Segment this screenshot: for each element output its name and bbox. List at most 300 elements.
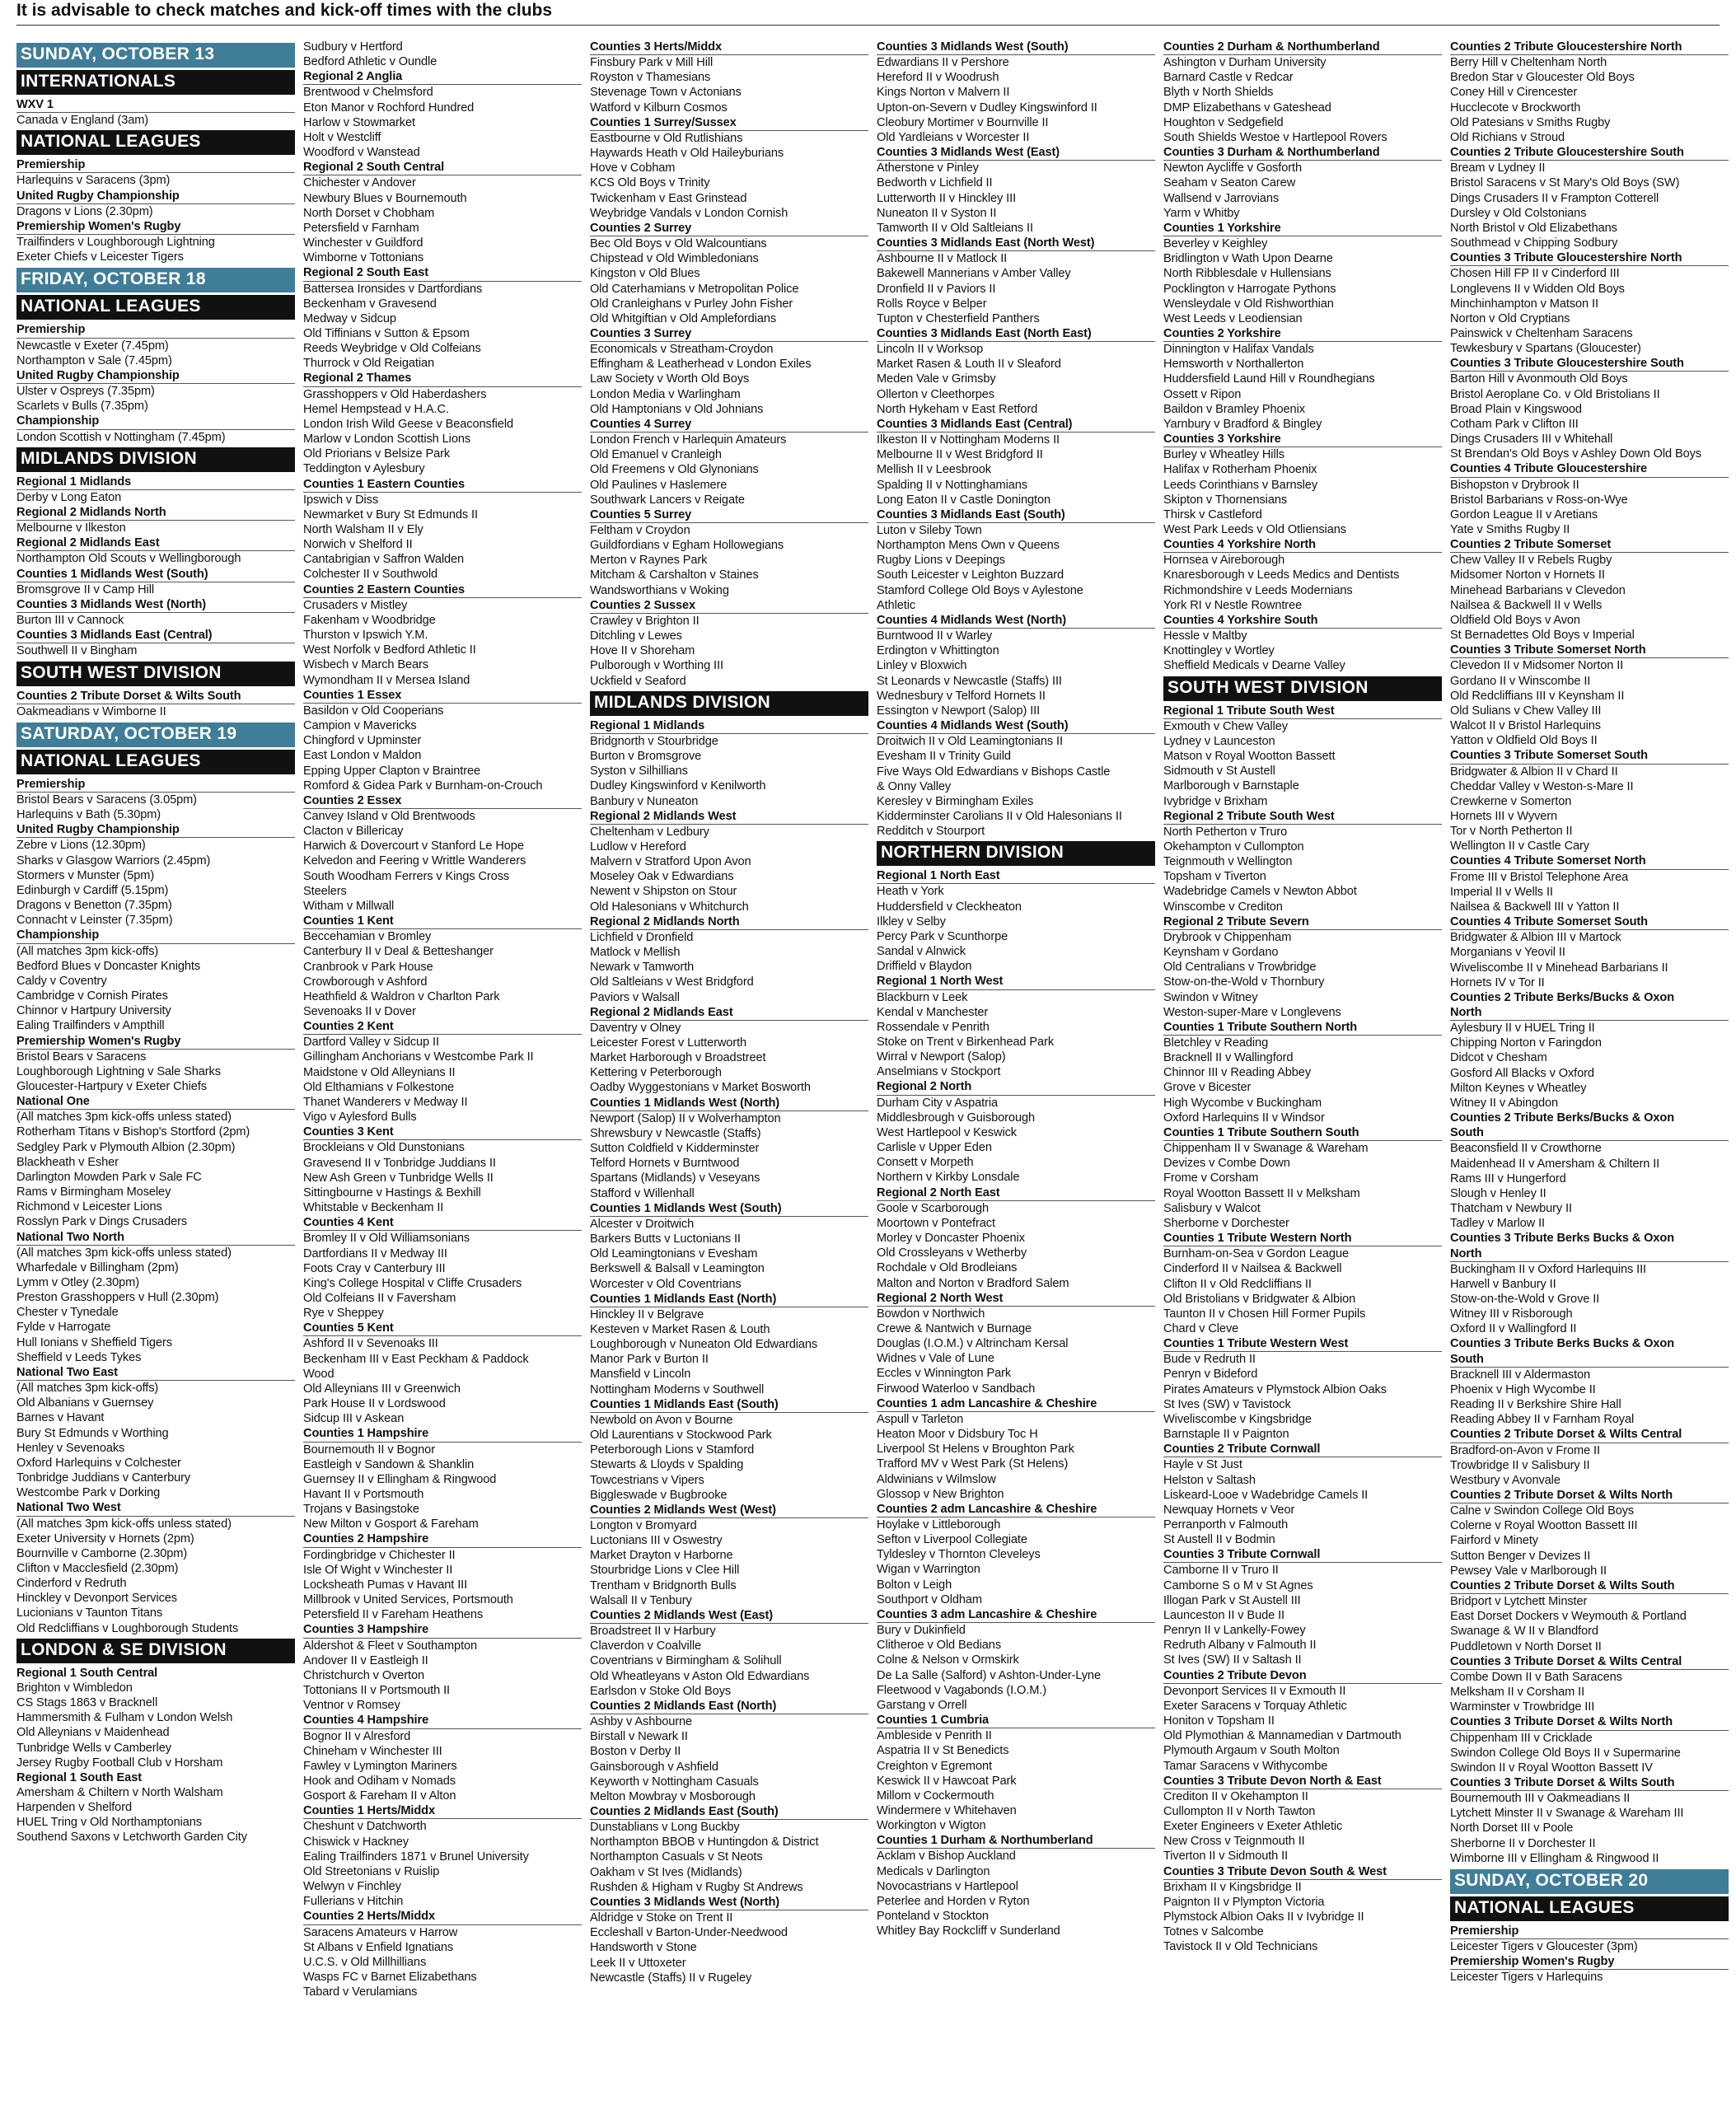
fixture-line: Minehead Barbarians v Clevedon xyxy=(1450,583,1626,597)
league-heading: Counties 1 Tribute Southern South xyxy=(1163,1125,1442,1141)
fixture-line: Gainsborough v Ashfield xyxy=(590,1760,718,1774)
league-heading: Counties 2 Tribute Berks/Bucks & Oxon xyxy=(1450,1111,1675,1125)
fixture-line: Huddersfield Laund Hill v Roundhegians xyxy=(1163,372,1375,386)
fixture-line: Derby v Long Eaton xyxy=(16,490,122,504)
fixture-line: Clifton II v Old Redcliffians II xyxy=(1163,1277,1312,1291)
fixture-line: Saracens Amateurs v Harrow xyxy=(303,1925,458,1939)
fixture-line: Bromley II v Old Williamsonians xyxy=(303,1232,470,1246)
fixture-line: Zebre v Lions (12.30pm) xyxy=(16,839,146,853)
fixture-line: Rochdale v Old Brodleians xyxy=(877,1261,1018,1275)
fixture-line: Berkswell & Balsall v Leamington xyxy=(590,1262,765,1276)
fixture-line: Melksham II v Corsham II xyxy=(1450,1686,1585,1700)
fixture-line: Rye v Sheppey xyxy=(303,1307,384,1321)
fixture-line: Grasshoppers v Old Haberdashers xyxy=(303,387,487,401)
league-heading: WXV 1 xyxy=(16,97,295,113)
fixture-line: Park House II v Lordswood xyxy=(303,1397,446,1411)
fixture-line: Old Sulians v Chew Valley III xyxy=(1450,704,1602,718)
fixture-line: Oxford II v Wallingford II xyxy=(1450,1322,1577,1336)
fixture-line: Hove v Cobham xyxy=(590,161,676,175)
fixture-line: Eton Manor v Rochford Hundred xyxy=(303,101,475,115)
fixture-line: Market Rasen & Louth II v Sleaford xyxy=(877,358,1061,372)
fixture-line: St Ives (SW) v Tavistock xyxy=(1163,1397,1291,1411)
fixture-line: Stamford College Old Boys v Aylestone xyxy=(877,583,1083,597)
fixture-line: Moseley Oak v Edwardians xyxy=(590,870,734,884)
fixture-line: Puddletown v North Dorset II xyxy=(1450,1639,1602,1653)
fixture-line: Longlevens II v Widden Old Boys xyxy=(1450,282,1625,296)
fixture-line: Clevedon II v Midsomer Norton II xyxy=(1450,659,1624,673)
fixture-line: Grove v Bicester xyxy=(1163,1081,1252,1095)
fixture-line: Kingston v Old Blues xyxy=(590,267,700,281)
fixture-line: Five Ways Old Edwardians v Bishops Castle xyxy=(877,765,1111,779)
fixture-line: Bedford Athletic v Oundle xyxy=(303,55,438,69)
fixture-line: Lydney v Launceston xyxy=(1163,734,1275,748)
fixture-line: Swanage & W II v Blandford xyxy=(1450,1625,1598,1639)
fixture-line: Northampton v Sale (7.45pm) xyxy=(16,353,172,367)
division-header: NATIONAL LEAGUES xyxy=(1450,1896,1729,1921)
fixture-line: Bristol Bears v Saracens xyxy=(16,1050,147,1064)
fixture-line: Yarnbury v Bradford & Bingley xyxy=(1163,417,1322,431)
fixture-line: Wirral v Newport (Salop) xyxy=(877,1050,1006,1064)
division-header: MIDLANDS DIVISION xyxy=(590,691,868,716)
fixture-line: Hemel Hempstead v H.A.C. xyxy=(303,402,449,416)
fixture-line: Stormers v Munster (5pm) xyxy=(16,868,155,882)
fixture-line: Douglas (I.O.M.) v Altrincham Kersal xyxy=(877,1337,1069,1351)
fixture-line: Rams III v Hungerford xyxy=(1450,1171,1566,1185)
fixture-line: Whitley Bay Rockcliff v Sunderland xyxy=(877,1924,1060,1938)
fixture-line: South Shields Westoe v Hartlepool Rovers xyxy=(1163,130,1387,144)
fixture-line: St Brendan's Old Boys v Ashley Down Old Boys xyxy=(1450,447,1701,461)
fixture-line: Rushden & Higham v Rugby St Andrews xyxy=(590,1880,803,1894)
fixture-line: Newcastle v Exeter (7.45pm) xyxy=(16,339,169,353)
fixture-line: Chichester v Andover xyxy=(303,176,416,190)
fixture-line: Weston-super-Mare v Longlevens xyxy=(1163,1005,1341,1019)
fixture-line: Amersham & Chiltern v North Walsham xyxy=(16,1786,223,1799)
fixture-line: Hornsea v Aireborough xyxy=(1163,554,1285,568)
fixture-line: Wharfedale v Billingham (2pm) xyxy=(16,1260,179,1274)
league-heading: Counties 1 Yorkshire xyxy=(1163,221,1442,236)
fixture-line: Fleetwood v Vagabonds (I.O.M.) xyxy=(877,1683,1047,1697)
fixture-line: North Walsham II v Ely xyxy=(303,523,423,536)
fixture-line: Leicester Forest v Lutterworth xyxy=(590,1036,747,1050)
fixture-line: Houghton v Sedgefield xyxy=(1163,115,1284,129)
fixture-line: Ashbourne II v Matlock II xyxy=(877,252,1008,266)
fixture-line: Sudbury v Hertford xyxy=(303,40,403,54)
fixture-line: Bredon Star v Gloucester Old Boys xyxy=(1450,71,1635,85)
fixture-line: Newquay Hornets v Veor xyxy=(1163,1503,1295,1517)
fixtures-columns xyxy=(16,40,1720,2099)
fixture-line: Eccleshall v Barton-Under-Needwood xyxy=(590,1926,788,1940)
fixture-line: Handsworth v Stone xyxy=(590,1941,697,1955)
fixture-line: Syston v Silhillians xyxy=(590,765,688,779)
fixture-line: Paviors v Walsall xyxy=(590,990,680,1004)
fixture-line: Medicals v Darlington xyxy=(877,1864,990,1878)
fixture-line: Canada v England (3am) xyxy=(16,114,149,128)
league-heading: Regional 2 North xyxy=(877,1079,1155,1095)
fixture-line: Old Alleynians v Maidenhead xyxy=(16,1726,170,1740)
fixture-line: Carlisle v Upper Eden xyxy=(877,1141,992,1155)
fixture-line: Heaton Moor v Didsbury Toc H xyxy=(877,1428,1038,1442)
league-heading: Counties 3 Kent xyxy=(303,1125,582,1140)
fixture-line: Birstall v Newark II xyxy=(590,1730,688,1744)
fixture-line: Painswick v Cheltenham Saracens xyxy=(1450,326,1633,340)
fixture-line: Eastleigh v Sandown & Shanklin xyxy=(303,1457,475,1471)
fixture-line: Chester v Tynedale xyxy=(16,1306,119,1320)
fixture-line: Hereford II v Woodrush xyxy=(877,71,999,85)
fixture-line: Uckfield v Seaford xyxy=(590,674,686,688)
fixture-line: Hucclecote v Brockworth xyxy=(1450,101,1581,115)
fixture-line: Taunton II v Chosen Hill Former Pupils xyxy=(1163,1307,1366,1321)
fixture-line: Chipstead v Old Wimbledonians xyxy=(590,252,759,266)
fixture-line: Bury St Edmunds v Worthing xyxy=(16,1426,169,1440)
fixture-line: Rossendale v Penrith xyxy=(877,1020,990,1034)
fixture-line: Essington v Newport (Salop) III xyxy=(877,704,1041,718)
fixture-line: Sutton Benger v Devizes II xyxy=(1450,1549,1591,1563)
fixture-line: Dudley Kingswinford v Kenilworth xyxy=(590,779,766,793)
fixture-line: Long Eaton II v Castle Donington xyxy=(877,493,1050,507)
league-heading: Counties 3 Midlands East (North West) xyxy=(877,236,1155,251)
fixture-line: Moortown v Pontefract xyxy=(877,1216,995,1230)
fixture-line: Exeter Engineers v Exeter Athletic xyxy=(1163,1820,1343,1834)
fixture-line: Lytchett Minster II v Swanage & Wareham III xyxy=(1450,1807,1684,1821)
league-heading: United Rugby Championship xyxy=(16,822,295,838)
fixture-line: Plymstock Albion Oaks II v Ivybridge II xyxy=(1163,1910,1364,1924)
fixture-line: Tiverton II v Sidmouth II xyxy=(1163,1849,1289,1863)
fixture-line: Kidderminster Carolians II v Old Halesonians II xyxy=(877,809,1122,823)
fixture-line: Southend Saxons v Letchworth Garden City xyxy=(16,1831,247,1845)
fixture-line: Newark v Tamworth xyxy=(590,961,695,975)
fixture-line: Edwardians II v Pershore xyxy=(877,56,1009,70)
league-heading: Counties 3 Tribute Gloucestershire South xyxy=(1450,356,1729,372)
league-heading: National One xyxy=(16,1094,295,1110)
fixture-line: Chippenham III v Cricklade xyxy=(1450,1731,1593,1745)
fixture-line: Shrewsbury v Newcastle (Staffs) xyxy=(590,1126,761,1140)
fixture-line: Stow-on-the-Wold v Thornbury xyxy=(1163,975,1325,989)
fixture-line: Winscombe v Crediton xyxy=(1163,900,1283,914)
fixture-line: Devizes v Combe Down xyxy=(1163,1157,1290,1171)
fixture-line: Reeds Weybridge v Old Colfeians xyxy=(303,342,481,356)
fixture-line: Atherstone v Pinley xyxy=(877,161,979,175)
fixture-line: Kendal v Manchester xyxy=(877,1005,989,1019)
fixture-line: Okehampton v Cullompton xyxy=(1163,839,1304,853)
fixture-line: Brighton v Wimbledon xyxy=(16,1681,133,1695)
fixture-line: Exeter Saracens v Torquay Athletic xyxy=(1163,1699,1347,1713)
fixture-line: Old Leamingtonians v Evesham xyxy=(590,1247,758,1261)
fixture-line: Slough v Henley II xyxy=(1450,1186,1546,1200)
fixture-line: Wisbech v March Bears xyxy=(303,658,428,672)
fixture-line: Sandal v Alnwick xyxy=(877,945,966,959)
fixture-line: Cranbrook v Park House xyxy=(303,960,433,974)
fixture-line: Kesteven v Market Rasen & Louth xyxy=(590,1322,770,1336)
fixture-line: Keyworth v Nottingham Casuals xyxy=(590,1775,759,1789)
fixture-line: Dartford Valley v Sidcup II xyxy=(303,1036,439,1050)
fixture-line: Sevenoaks II v Dover xyxy=(303,1005,416,1018)
league-heading: Counties 4 Yorkshire North xyxy=(1163,537,1442,553)
fixture-line: Huddersfield v Cleckheaton xyxy=(877,900,1022,914)
fixture-line: St Leonards v Newcastle (Staffs) III xyxy=(877,674,1062,688)
fixture-line: Towcestrians v Vipers xyxy=(590,1473,704,1487)
fixture-line: Newbold on Avon v Bourne xyxy=(590,1413,733,1427)
league-heading: Counties 1 Midlands West (South) xyxy=(590,1201,868,1217)
fixture-line: Wednesbury v Telford Hornets II xyxy=(877,689,1046,703)
fixture-line: Totnes v Salcombe xyxy=(1163,1925,1264,1939)
fixture-line: Old Redcliffians III v Keynsham II xyxy=(1450,689,1625,703)
fixture-line: London Media v Warlingham xyxy=(590,387,741,401)
fixture-line: Cleobury Mortimer v Bournville II xyxy=(877,115,1049,129)
fixture-line: Thurston v Ipswich Y.M. xyxy=(303,629,428,643)
fixture-line: Workington v Wigton xyxy=(877,1819,986,1833)
fixture-line: Lymm v Otley (2.30pm) xyxy=(16,1276,140,1289)
fixture-line: Harlequins v Saracens (3pm) xyxy=(16,174,171,188)
fixture-line: Christchurch v Overton xyxy=(303,1668,425,1682)
fixture-line: Crewe & Nantwich v Burnage xyxy=(877,1321,1032,1335)
league-heading: Counties 2 Tribute Dorset & Wilts South xyxy=(16,689,295,704)
fixture-line: Sefton v Liverpool Collegiate xyxy=(877,1533,1027,1547)
fixture-line: Winchester v Guildford xyxy=(303,236,423,250)
fixture-line: Market Harborough v Broadstreet xyxy=(590,1051,766,1065)
fixture-line: Keynsham v Gordano xyxy=(1163,946,1279,960)
league-heading: Regional 2 Thames xyxy=(303,371,582,386)
fixture-line: Loughborough Lightning v Sale Sharks xyxy=(16,1064,221,1078)
fixture-line: Cheddar Valley v Weston-s-Mare II xyxy=(1450,779,1634,793)
fixture-line: Wimborne v Tottonians xyxy=(303,251,424,265)
fixture-line: Beccehamian v Bromley xyxy=(303,930,432,944)
fixture-line: Knaresborough v Leeds Medics and Dentists xyxy=(1163,568,1400,582)
fixture-line: London French v Harlequin Amateurs xyxy=(590,433,787,447)
fixture-line: Norwich v Shelford II xyxy=(303,538,413,552)
fixture-line: Broad Plain v Kingswood xyxy=(1450,402,1582,416)
league-heading: Counties 2 Tribute Devon xyxy=(1163,1668,1442,1684)
fixture-line: Topsham v Tiverton xyxy=(1163,870,1266,884)
league-heading: Counties 4 Kent xyxy=(303,1215,582,1231)
fixture-line: Driffield v Blaydon xyxy=(877,960,972,974)
fixture-line: Upton-on-Severn v Dudley Kingswinford II xyxy=(877,101,1097,115)
fixture-line: Nailsea & Backwell II v Wells xyxy=(1450,598,1603,612)
fixture-line: Imperial II v Wells II xyxy=(1450,885,1553,899)
fixture-line: Linley v Bloxwich xyxy=(877,659,967,673)
fixture-line: Weybridge Vandals v London Cornish xyxy=(590,206,788,220)
fixture-line: Erdington v Whittington xyxy=(877,644,999,658)
fixture-line: Dursley v Old Colstonians xyxy=(1450,206,1587,220)
fixture-line: Old Richians v Stroud xyxy=(1450,130,1565,144)
fixture-line: Oldfield Old Boys v Avon xyxy=(1450,613,1580,627)
fixture-line: Southwark Lancers v Reigate xyxy=(590,493,745,507)
fixture-line: Bolton v Leigh xyxy=(877,1578,952,1592)
fixture-line: Ludlow v Hereford xyxy=(590,839,686,853)
fixture-line: Rotherham Titans v Bishop's Stortford (2pm) xyxy=(16,1125,250,1139)
league-heading: Regional 2 Tribute Severn xyxy=(1163,914,1442,930)
fixture-line: Oadby Wyggestonians v Market Bosworth xyxy=(590,1081,811,1095)
fixture-line: Harwich & Dovercourt v Stanford Le Hope xyxy=(303,839,524,853)
fixture-line: North Dorset III v Poole xyxy=(1450,1821,1574,1835)
fixture-line: Fullerians v Hitchin xyxy=(303,1895,404,1909)
fixture-line: Yarm v Whitby xyxy=(1163,206,1240,220)
fixture-line: Beverley v Keighley xyxy=(1163,237,1268,251)
fixture-line: Witney III v Risborough xyxy=(1450,1307,1573,1321)
fixture-line: Westcombe Park v Dorking xyxy=(16,1486,161,1500)
league-heading: Premiership xyxy=(16,322,295,338)
fixture-line: Royston v Thamesians xyxy=(590,71,711,85)
fixture-line: Southport v Oldham xyxy=(877,1592,982,1606)
fixture-line: Lincoln II v Worksop xyxy=(877,343,984,357)
fixture-line: Canvey Island v Old Brentwoods xyxy=(303,809,475,823)
fixture-line: Sedgley Park v Plymouth Albion (2.30pm) xyxy=(16,1140,236,1154)
league-heading: Counties 1 Midlands West (South) xyxy=(16,567,295,582)
fixture-line: Windermere v Whitehaven xyxy=(877,1803,1017,1817)
league-heading: Counties 2 Tribute Berks/Bucks & Oxon xyxy=(1450,990,1675,1004)
fixture-line: Luctonians III v Oswestry xyxy=(590,1534,723,1548)
fixture-line: St Ives (SW) II v Saltash II xyxy=(1163,1653,1302,1667)
fixture-line: & Onny Valley xyxy=(877,779,952,793)
fixture-line: Creighton v Egremont xyxy=(877,1759,992,1773)
fixture-line: Halifax v Rotherham Phoenix xyxy=(1163,463,1317,477)
fixture-line: Southmead v Chipping Sodbury xyxy=(1450,236,1618,250)
fixture-line: Melbourne II v West Bridgford II xyxy=(877,448,1043,462)
fixture-line: Old Saltleians v West Bridgford xyxy=(590,975,754,989)
fixture-line: Paignton II v Plympton Victoria xyxy=(1163,1895,1325,1909)
fixture-line: Old Freemens v Old Glynonians xyxy=(590,463,759,477)
league-heading: Counties 2 Eastern Counties xyxy=(303,582,582,598)
fixture-line: Exeter University v Hornets (2pm) xyxy=(16,1531,194,1546)
fixture-line: Bognor II v Alresford xyxy=(303,1729,411,1743)
fixture-line: Boston v Derby II xyxy=(590,1745,681,1759)
fixture-line: Caldy v Coventry xyxy=(16,974,107,988)
fixture-line: High Wycombe v Buckingham xyxy=(1163,1096,1322,1110)
fixture-line: Norton v Old Cryptians xyxy=(1450,311,1570,325)
fixture-line: (All matches 3pm kick-offs unless stated) xyxy=(16,1246,232,1260)
league-heading: Counties 3 Midlands West (South) xyxy=(877,40,1155,55)
fixture-line: (All matches 3pm kick-offs unless stated) xyxy=(16,1517,232,1531)
fixture-line: Stow-on-the-Wold v Grove II xyxy=(1450,1292,1600,1306)
fixture-line: Tavistock II v Old Technicians xyxy=(1163,1940,1318,1954)
fixture-line: Teddington v Aylesbury xyxy=(303,462,425,476)
fixture-line: Witham v Millwall xyxy=(303,899,395,913)
fixture-line: New Ash Green v Tunbridge Wells II xyxy=(303,1171,494,1185)
fixture-line: Bournemouth II v Bognor xyxy=(303,1443,435,1457)
fixture-line: Hinckley v Devonport Services xyxy=(16,1592,177,1606)
fixture-line: Newport (Salop) II v Wolverhampton xyxy=(590,1111,781,1125)
fixture-line: Wellington II v Castle Cary xyxy=(1450,839,1589,853)
fixture-line: Ponteland v Stockton xyxy=(877,1910,989,1924)
fixture-line: Tonbridge Juddians v Canterbury xyxy=(16,1471,191,1485)
fixture-line: Barnes v Havant xyxy=(16,1411,105,1425)
fixture-line: Pewsey Vale v Marlborough II xyxy=(1450,1564,1607,1578)
division-header: NATIONAL LEAGUES xyxy=(16,295,295,320)
fixture-line: Ashington v Durham University xyxy=(1163,56,1327,70)
fixture-line: Campion v Mavericks xyxy=(303,719,417,733)
fixture-line: Ilkley v Selby xyxy=(877,914,946,928)
league-heading: Counties 1 Tribute Southern North xyxy=(1163,1020,1442,1036)
fixture-line: Bream v Lydney II xyxy=(1450,161,1546,175)
fixture-line: Newcastle (Staffs) II v Rugeley xyxy=(590,1971,752,1985)
fixture-line: Bakewell Mannerians v Amber Valley xyxy=(877,267,1071,281)
fixture-line: Tyldesley v Thornton Cleveleys xyxy=(877,1548,1041,1562)
league-heading: Counties 3 Tribute Cornwall xyxy=(1163,1547,1442,1563)
fixture-line: Firwood Waterloo v Sandbach xyxy=(877,1382,1036,1396)
fixture-line: Earlsdon v Stoke Old Boys xyxy=(590,1684,732,1698)
fixture-line: Wood xyxy=(303,1367,335,1381)
league-heading: Counties 1 Kent xyxy=(303,914,582,929)
fixture-line: Penryn II v Lankelly-Fowey xyxy=(1163,1624,1306,1638)
league-heading: Counties 3 Midlands West (North) xyxy=(590,1895,868,1910)
fixture-line: North Petherton v Truro xyxy=(1163,825,1288,839)
fixture-line: Kettering v Peterborough xyxy=(590,1066,722,1080)
fixture-line: Stourbridge Lions v Clee Hill xyxy=(590,1564,740,1578)
fixture-line: Foots Cray v Canterbury III xyxy=(303,1261,446,1275)
fixture-line: Phoenix v High Wycombe II xyxy=(1450,1382,1596,1396)
fixture-line: Ilkeston II v Nottingham Moderns II xyxy=(877,433,1060,447)
fixture-line: Watford v Kilburn Cosmos xyxy=(590,101,728,115)
fixture-line: Bletchley v Reading xyxy=(1163,1036,1269,1050)
fixture-line: Middlesbrough v Guisborough xyxy=(877,1111,1035,1125)
fixture-line: Sutton Coldfield v Kidderminster xyxy=(590,1142,760,1156)
league-heading: Counties 3 Surrey xyxy=(590,326,868,342)
league-heading: Regional 2 South East xyxy=(303,265,582,281)
fixture-line: Isle Of Wight v Winchester II xyxy=(303,1563,453,1577)
fixture-line: Bournemouth III v Oakmeadians II xyxy=(1450,1792,1631,1806)
fixture-line: St Albans v Enfield Ignatians xyxy=(303,1940,454,1954)
fixture-line: Loughborough v Nuneaton Old Edwardians xyxy=(590,1338,818,1352)
league-heading: Counties 2 Durham & Northumberland xyxy=(1163,40,1442,55)
league-heading: Counties 1 Cumbria xyxy=(877,1713,1155,1728)
fixture-line: North Hykeham v East Retford xyxy=(877,402,1038,416)
league-heading: Championship xyxy=(16,414,295,429)
league-heading: Counties 3 Tribute Dorset & Wilts Central xyxy=(1450,1654,1729,1670)
day-header: FRIDAY, OCTOBER 18 xyxy=(16,268,295,292)
league-heading: Counties 3 Midlands East (North East) xyxy=(877,326,1155,342)
league-heading: Counties 4 Tribute Somerset North xyxy=(1450,853,1729,869)
fixture-line: Trafford MV v West Park (St Helens) xyxy=(877,1457,1069,1471)
fixture-line: Novocastrians v Hartlepool xyxy=(877,1879,1018,1893)
fixture-line: Yatton v Oldfield Old Boys II xyxy=(1450,734,1598,748)
fixture-line: Richmondshire v Leeds Modernians xyxy=(1163,583,1353,597)
fixture-line: Aldridge v Stoke on Trent II xyxy=(590,1911,733,1925)
fixture-line: Ditchling v Lewes xyxy=(590,629,682,643)
fixture-line: Garstang v Orrell xyxy=(877,1698,967,1712)
fixture-line: Old Albanians v Guernsey xyxy=(16,1396,154,1410)
league-heading: Counties 3 Tribute Dorset & Wilts South xyxy=(1450,1775,1729,1791)
fixture-line: Oxford Harlequins II v Windsor xyxy=(1163,1111,1325,1125)
fixture-line: Swindon II v Royal Wootton Bassett IV xyxy=(1450,1761,1653,1775)
league-heading: Counties 2 Tribute Cornwall xyxy=(1163,1442,1442,1457)
fixture-line: Finsbury Park v Mill Hill xyxy=(590,56,714,70)
fixture-line: Luton v Sileby Town xyxy=(877,524,982,537)
league-heading: Counties 4 Tribute Gloucestershire xyxy=(1450,461,1729,477)
fixture-line: Law Society v Worth Old Boys xyxy=(590,372,750,386)
division-header: INTERNATIONALS xyxy=(16,70,295,95)
fixture-line: Banbury v Nuneaton xyxy=(590,794,699,808)
league-heading: Premiership xyxy=(1450,1924,1729,1939)
fixture-line: Harlow v Stowmarket xyxy=(303,115,415,129)
fixture-line: West Park Leeds v Old Otliensians xyxy=(1163,523,1346,536)
league-heading: Counties 1 Midlands West (North) xyxy=(590,1096,868,1111)
league-heading: National Two North xyxy=(16,1230,295,1246)
fixture-line: Aylesbury II v HUEL Tring II xyxy=(1450,1022,1595,1036)
fixture-line: Fawley v Lymington Mariners xyxy=(303,1759,457,1773)
fixture-line: New Cross v Teignmouth II xyxy=(1163,1835,1305,1849)
fixture-line: Trailfinders v Loughborough Lightning xyxy=(16,236,215,250)
fixture-line: Northampton Old Scouts v Wellingborough xyxy=(16,552,241,566)
fixture-line: Chinnor v Hartpury University xyxy=(16,1004,171,1018)
fixture-line: Heath v York xyxy=(877,885,944,899)
fixture-line: West Leeds v Leodiensian xyxy=(1163,311,1303,325)
league-heading: Counties 3 adm Lancashire & Cheshire xyxy=(877,1607,1155,1623)
fixture-line: Old Wheatleyans v Aston Old Edwardians xyxy=(590,1669,810,1683)
fixture-line: Peterlee and Horden v Ryton xyxy=(877,1894,1030,1908)
fixture-line: Wandsworthians v Woking xyxy=(590,583,729,597)
fixture-line: Dartfordians II v Medway III xyxy=(303,1246,447,1260)
fixture-line: Bridgwater & Albion II v Chard II xyxy=(1450,765,1618,779)
fixture-line: Old Emanuel v Cranleigh xyxy=(590,448,722,462)
